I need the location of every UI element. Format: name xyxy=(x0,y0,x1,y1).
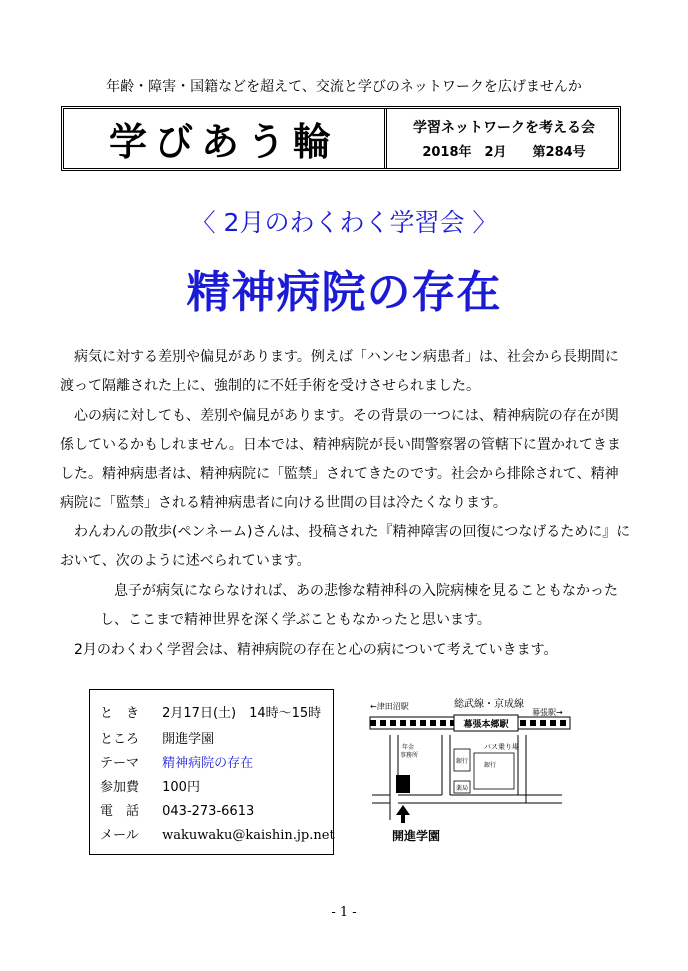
block-quote: 息子が病気にならなければ、あの悲惨な精神科の入院病棟を見ることもなかったし、ここまで精神世界を深く学ぶこともなかったと思います。 xyxy=(100,583,618,628)
issue-info: 2018年 2月 第284号 xyxy=(422,145,586,160)
body-paragraph: 2月のわくわく学習会は、精神病院の存在と心の病について考えていきます。 xyxy=(74,642,558,658)
info-label: メール xyxy=(100,828,139,843)
destination-marker xyxy=(396,775,410,793)
bus-area xyxy=(474,753,514,789)
info-label: と き xyxy=(100,706,140,721)
masthead xyxy=(61,106,621,171)
event-subtitle: 〈 2月のわくわく学習会 〉 xyxy=(190,208,498,237)
tagline: 年齢・障害・国籍などを超えて、交流と学びのネットワークを広げませんか xyxy=(106,79,582,95)
info-value: 043-273-6613 xyxy=(162,804,255,819)
organization-name: 学習ネットワークを考える会 xyxy=(413,120,595,136)
arrow-up-icon xyxy=(396,805,410,823)
bus-stop-label: バス乗り場 xyxy=(484,743,519,751)
bank-label: 銀行 xyxy=(484,762,497,769)
info-label: ところ xyxy=(100,732,140,747)
destination-label: 開進学園 xyxy=(392,829,441,843)
page-number: - 1 - xyxy=(331,905,357,920)
info-value: 100円 xyxy=(162,780,200,795)
event-info-box xyxy=(89,689,334,855)
newsletter-title: 学びあう輪 xyxy=(64,109,387,168)
station-label: 幕張本郷駅 xyxy=(463,720,509,730)
info-label: テーマ xyxy=(100,756,140,771)
email-link[interactable]: wakuwaku@kaishin.jp.net xyxy=(162,828,335,843)
body-paragraph: わんわんの散歩(ペンネーム)さんは、投稿された『精神障害の回復につなげるために』において、次のように述べられています。 xyxy=(60,524,631,569)
info-row-theme xyxy=(100,752,253,771)
info-row-where xyxy=(100,728,214,747)
direction-left-label: ←津田沼駅 xyxy=(370,702,409,711)
info-value: 2月17日(土) 14時〜15時 xyxy=(162,706,322,721)
info-row-when xyxy=(100,702,321,721)
bank-label: 銀行 xyxy=(455,758,469,765)
info-row-tel xyxy=(100,800,254,819)
info-row-mail xyxy=(100,824,335,843)
headline: 精神病院の存在 xyxy=(186,267,502,318)
line-name-label: 総武線・京成線 xyxy=(454,699,524,710)
body-paragraph: 心の病に対しても、差別や偏見があります。その背景の一つには、精神病院の存在が関係しているかもしれません。日本では、精神病院が長い間警察署の管轄下に置かれてきました。精神病患者は、精神病院に「監禁」されてきたのです。社会から排除されて、精神病院に「監禁」される精神病患者に向ける世間の目は冷たくなります。 xyxy=(60,408,621,511)
info-value: 開進学園 xyxy=(162,732,215,747)
info-row-fee xyxy=(100,776,200,795)
info-label: 電 話 xyxy=(100,804,140,819)
access-map xyxy=(362,695,582,855)
info-label: 参加費 xyxy=(100,780,140,795)
direction-right-label: 幕張駅→ xyxy=(532,708,563,717)
info-value: 精神病院の存在 xyxy=(162,756,254,771)
pharmacy-label: 薬局 xyxy=(455,785,469,792)
pension-office-label: 年金事務所 xyxy=(400,744,419,759)
body-paragraph: 病気に対する差別や偏見があります。例えば「ハンセン病患者」は、社会から長期間に渡って隔離された上に、強制的に不妊手術を受けさせられました。 xyxy=(60,349,619,394)
